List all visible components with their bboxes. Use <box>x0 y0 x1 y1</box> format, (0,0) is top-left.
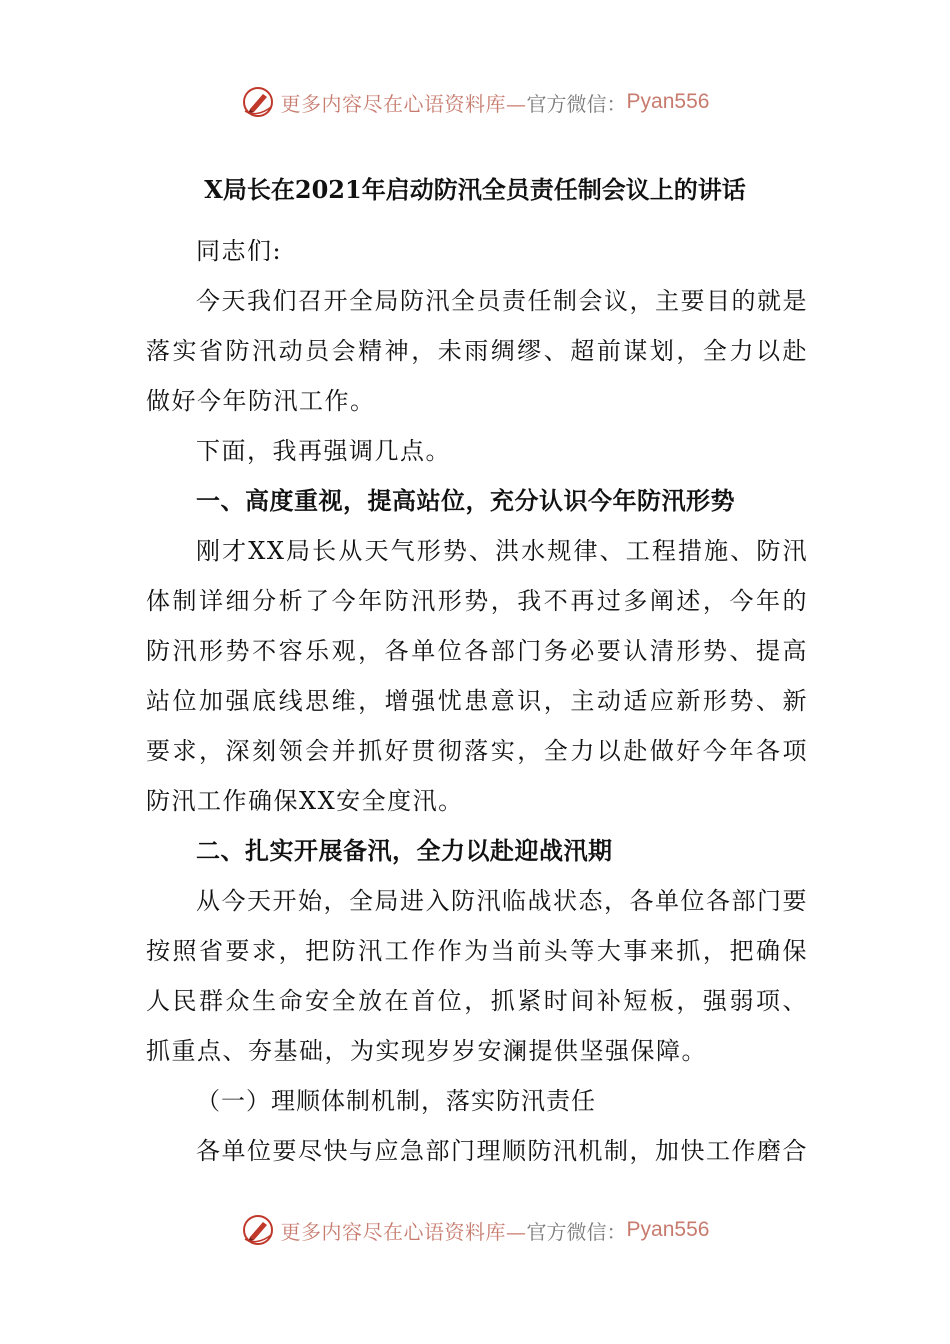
watermark-wechat-label: 官方微信： <box>526 1219 627 1244</box>
body-paragraph: 下面，我再强调几点。 <box>196 437 451 465</box>
watermark-wechat-id: Pyan556 <box>626 90 710 113</box>
section-heading: 一、高度重视，提高站位，充分认识今年防汛形势 <box>196 487 735 515</box>
watermark-brand-text: 更多内容尽在心语资料库— <box>280 91 527 116</box>
body-paragraph: 刚才XX局长从天气形势、洪水规律、工程措施、防汛体制详细分析了今年防汛形势，我不再过多阐述，今年的防汛形势不容乐观，各单位各部门务必要认清形势、提高站位加强底线思维，增强忧患意识，主动适应新形势、新要求，深刻领会并抓好贯彻落实，全力以赴做好今年各项防汛工作确保XX安全度汛。 <box>146 537 808 815</box>
pen-circle-icon <box>241 1213 275 1247</box>
watermark-brand-text: 更多内容尽在心语资料库— <box>280 1219 527 1244</box>
body-paragraph: 今天我们召开全局防汛全员责任制会议，主要目的就是落实省防汛动员会精神，未雨绸缪、超前谋划，全力以赴做好今年防汛工作。 <box>146 287 808 415</box>
document-body <box>146 226 808 1176</box>
header-watermark-banner <box>0 80 950 124</box>
subsection-heading: （一）理顺体制机制，落实防汛责任 <box>196 1087 596 1115</box>
body-paragraph: 从今天开始，全局进入防汛临战状态，各单位各部门要按照省要求，把防汛工作作为当前头等大事来抓，把确保人民群众生命安全放在首位，抓紧时间补短板，强弱项、抓重点、夯基础，为实现岁岁安澜提供坚强保障。 <box>146 887 808 1065</box>
document-title: X局长在2021年启动防汛全员责任制会议上的讲话 <box>204 175 746 204</box>
pen-circle-icon <box>241 85 275 119</box>
salutation: 同志们: <box>196 237 283 265</box>
watermark-wechat-label: 官方微信： <box>526 91 627 116</box>
body-paragraph: 各单位要尽快与应急部门理顺防汛机制，加快工作磨合 <box>196 1137 808 1165</box>
footer-watermark-banner <box>0 1208 950 1252</box>
section-heading: 二、扎实开展备汛，全力以赴迎战汛期 <box>196 837 613 865</box>
watermark-wechat-id: Pyan556 <box>626 1218 710 1241</box>
